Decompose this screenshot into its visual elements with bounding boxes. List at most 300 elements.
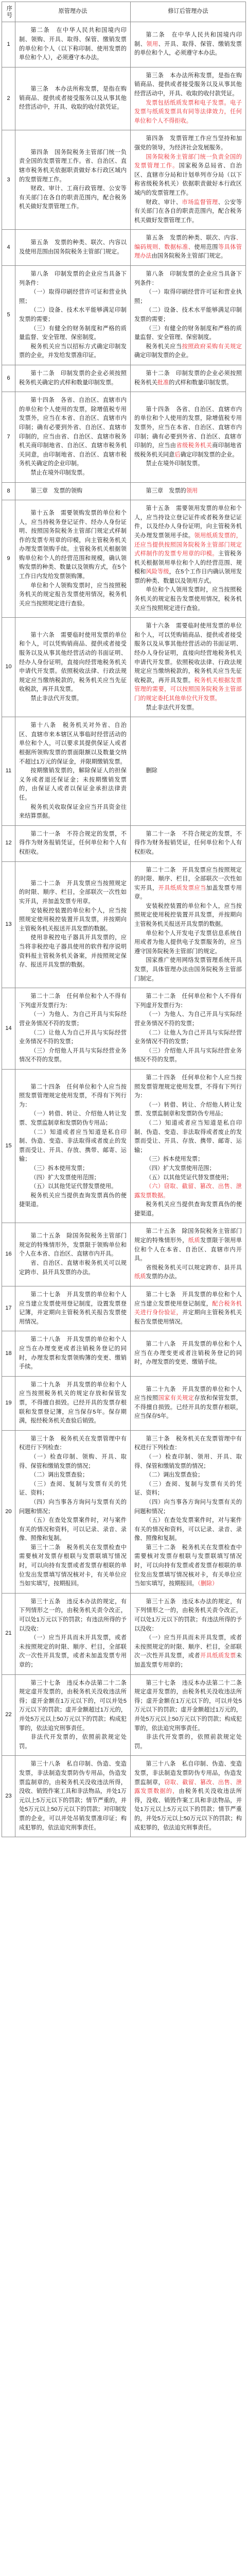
paragraph xyxy=(19,1110,127,1128)
row-number: 16 xyxy=(2,1223,15,1286)
revised-text-cell xyxy=(131,1756,246,1837)
text-segment: 第二十二条 任何单位和个人不得有下列虚开发票行为： xyxy=(134,993,242,1009)
paragraph xyxy=(19,1498,127,1516)
paragraph xyxy=(19,803,127,821)
text-segment: 财政、审计、工商行政管理、公安等有关部门在各自的职责范围内，配合税务机关做好发票管理工作。 xyxy=(19,185,127,210)
row-number: 6 xyxy=(2,365,15,392)
original-text-cell xyxy=(15,500,131,618)
text-segment: （一）为他人、为自己开具与实际经营业务情况不符的发票； xyxy=(19,1011,127,1027)
revised-highlight: 纸质 xyxy=(134,1274,146,1280)
text-segment: 安装税控装置的单位和个人，应当按照规定使用税控装置开具发票，并按期向主管税务机关报送开具发票的数据。 xyxy=(19,907,127,932)
text-segment: 删除 xyxy=(146,768,157,774)
table-row xyxy=(2,618,246,717)
paragraph xyxy=(19,1760,127,1833)
text-segment: 第十六条 需要临时使用发票的单位和个人，可以凭购销商品、提供或者接受服务以及从事其他经营活动的书面证明、经办人身份证明，直接向经营地税务机关申请代开发票。依照税收法律、行政法规规定应当缴纳税款的，税务机关应当先征收税款，再开具发票。 xyxy=(19,632,127,693)
text-segment: （二）设备、技术水平能够满足印制发票的需要； xyxy=(19,307,127,323)
paragraph xyxy=(19,1453,127,1471)
text-segment: 第三十八条 私自印制、伪造、变造发票，非法制造发票防伪专用品，伪造发票监制章的，由税务机关没收违法所得，没收、销毁作案工具和非法物品，并处1万元以上5万元以下的罚款；情节严重的，并处5万元以上50万元以下的罚款；对印制发票的企业，可以并处吊销发票准印证；构成犯罪的，依法追究刑事责任。 xyxy=(19,1761,127,1831)
text-segment: 并定期向主管税务机关报告发票使用情况。 xyxy=(134,1310,242,1325)
revised-highlight: 市场监督管理 xyxy=(182,199,218,206)
paragraph xyxy=(134,1010,242,1028)
paragraph xyxy=(19,288,127,306)
row-number: 22 xyxy=(2,1674,15,1756)
table-body xyxy=(2,22,246,1837)
paragraph xyxy=(19,1679,127,1734)
paragraph xyxy=(19,1480,127,1498)
revised-highlight: （六）窃取、截留、篡改、出售、泄露发票数据。 xyxy=(134,1183,242,1199)
revised-highlight: 开具纸质发票 xyxy=(200,1653,236,1659)
paragraph xyxy=(19,1128,127,1164)
text-segment: （一）应当开具而未开具发票，或者未按照规定的时限、顺序、栏目，全部联次一次性开具发票，或者未加盖发票专用章的； xyxy=(19,1635,127,1668)
text-segment: 使用范围 xyxy=(194,244,218,250)
paragraph xyxy=(134,1264,242,1282)
paragraph xyxy=(134,1182,242,1200)
revised-highlight: 窃取、截留、篡改、出售、泄露发票数据的， xyxy=(134,1779,242,1795)
revised-highlight: 发票包括纸质发票和电子发票。电子发票与纸质发票具有同等法律效力，任何单位和个人不得拒收。 xyxy=(134,99,242,124)
paragraph xyxy=(134,99,242,126)
revised-highlight: 纸质 xyxy=(188,1238,200,1244)
revised-text-cell xyxy=(131,1286,246,1331)
paragraph xyxy=(134,992,242,1010)
table-row xyxy=(2,22,246,67)
revised-highlight: 开具纸质发票应当 xyxy=(158,885,206,891)
paragraph xyxy=(134,325,242,343)
paragraph xyxy=(19,879,127,907)
paragraph xyxy=(19,1544,127,1589)
paragraph xyxy=(134,1453,242,1471)
text-segment: 第三条 本办法所称发票，是指在购销商品、提供或者接受服务以及从事其他经营活动中，开具、收取的收付款凭证。 xyxy=(134,72,242,97)
revised-highlight: 领用 xyxy=(186,487,198,494)
paragraph xyxy=(19,148,127,184)
text-segment: 省、自治区、直辖市税务机关可以规定跨市、县开具发票的办法。 xyxy=(19,1260,127,1276)
revised-highlight: 风险等级 xyxy=(146,569,169,575)
original-text-cell xyxy=(15,266,131,365)
text-segment: 的式样和数量印制发票。 xyxy=(169,379,233,386)
text-segment: 国家推广使用网络发票管理系统开具发票，具体管理办法由国务院税务主管部门制定。 xyxy=(134,957,242,982)
row-number: 3 xyxy=(2,130,15,230)
table-row xyxy=(2,482,246,500)
revised-text-cell xyxy=(131,22,246,67)
revised-text-cell xyxy=(131,1593,246,1674)
text-segment: 禁止非法代开发票。 xyxy=(146,704,198,711)
text-segment: 第三章 发票的 xyxy=(146,487,186,494)
original-text-cell xyxy=(15,1593,131,1674)
text-segment: 、开具、取得、保管、缴销发票的单位和个人，必须遵守本办法。 xyxy=(134,41,242,57)
text-segment: 税务机关应当提供查询发票真伪的便捷渠道。 xyxy=(134,1201,242,1217)
paragraph xyxy=(134,487,242,496)
original-text-cell xyxy=(15,130,131,230)
paragraph xyxy=(19,694,127,704)
text-segment: （一）取得印刷经营许可证和营业执照； xyxy=(19,289,127,304)
text-segment: （二）让他人为自己开具与实际经营业务情况不符的发票； xyxy=(19,1029,127,1045)
original-text-cell xyxy=(15,1376,131,1430)
text-segment: ，在5个工作日内确认领用发票的种类、数量以及领用方式。 xyxy=(134,569,242,584)
paragraph xyxy=(134,1544,242,1589)
paragraph xyxy=(134,1385,242,1421)
text-segment: 第四条 发票管理工作应当坚持和加强党的领导，为经济社会发展服务。 xyxy=(134,135,242,151)
text-segment: 确定印制发票的企业。 xyxy=(180,451,238,458)
revised-text-cell xyxy=(131,1430,246,1593)
table-row xyxy=(2,1223,246,1286)
text-segment: （三）介绍他人开具与实际经营业务情况不符的发票。 xyxy=(134,1047,242,1063)
paragraph xyxy=(19,369,127,387)
paragraph xyxy=(19,1174,127,1183)
revised-text-cell xyxy=(131,618,246,717)
paragraph xyxy=(134,198,242,226)
table-row xyxy=(2,392,246,482)
text-segment: 由税务机关没收违法所得，没收、销毁作案工具和非法物品，并处1万元以上5万元以下的罚款；情节严重的，并处5万元以上50万元以下的罚款；构成犯罪的，依法追究刑事责任。 xyxy=(134,1788,242,1831)
row-number: 21 xyxy=(2,1593,15,1674)
row-number: 4 xyxy=(2,230,15,266)
text-segment: 第二十八条 开具发票的单位和个人应当在办理变更或者注销税务登记的同时，办理发票的变更、缴销手续。 xyxy=(134,1341,242,1366)
text-segment: 禁止在境外印制发票。 xyxy=(146,461,204,467)
text-segment: 第十二条 印制发票的企业必须按照税务机关确定的式样和数量印制发票。 xyxy=(19,370,127,386)
text-segment: 发票的办法。 xyxy=(146,1274,181,1280)
text-segment: 第十五条 需要领用发票的单位和个人，应当持设立登记证件或者税务登记证件，以及经办人身份证明，向主管税务机关办理发票领用手续。 xyxy=(134,505,242,539)
paragraph xyxy=(134,767,242,776)
text-segment: 第二十二条 开具发票应当按照规定的时限、顺序、栏目，全部联次一次性如实开具， xyxy=(134,867,242,891)
table-row xyxy=(2,1756,246,1837)
text-segment: （三）有健全的财务制度和严格的质量监督、安全管理、保密制度。 xyxy=(134,325,242,341)
table-row xyxy=(2,861,246,988)
paragraph xyxy=(134,586,242,613)
row-number: 2 xyxy=(2,67,15,130)
text-segment: 非法代开发票的，依照前款规定处罚。 xyxy=(134,1734,242,1750)
text-segment: 非法代开发票的，依照前款规定处罚。 xyxy=(19,1734,127,1750)
paragraph xyxy=(19,1192,127,1210)
row-number: 19 xyxy=(2,1376,15,1430)
revised-text-cell xyxy=(131,500,246,618)
row-number: 8 xyxy=(2,482,15,500)
revised-highlight: 国务院税务主管部门统一负责全国的发票管理工作。 xyxy=(134,154,242,170)
revised-text-cell xyxy=(131,1674,246,1756)
revised-text-cell xyxy=(131,482,246,500)
original-text-cell xyxy=(15,717,131,826)
text-segment: 主管税务机关根据领用单位和个人的经营范围、规模和 xyxy=(134,551,242,575)
paragraph xyxy=(19,1259,127,1277)
text-segment: 第三条 本办法所称发票，是指在购销商品、提供或者接受服务以及从事其他经营活动中，开具、收取的收付款凭证。 xyxy=(19,86,127,111)
text-segment: （一）转借、转让、介绍他人转让发票、发票监制章和发票防伪专用品； xyxy=(19,1111,127,1126)
text-segment: 第二十二条 任何单位和个人不得有下列虚开发票行为： xyxy=(19,993,127,1009)
text-segment: 第二十八条 开具发票的单位和个人应当在办理变更或者注销税务登记的同时，办理发票和发票领购簿的变更、缴销手续。 xyxy=(19,1336,127,1370)
paragraph xyxy=(19,721,127,767)
text-segment: 第二十五条 除国务院税务主管部门规定的特殊情形外，发票限于领购单位和个人在本省、自治区、直辖市内开具。 xyxy=(19,1233,127,1258)
paragraph xyxy=(134,1760,242,1833)
original-text-cell xyxy=(15,1069,131,1223)
paragraph xyxy=(134,31,242,58)
original-text-cell xyxy=(15,861,131,988)
text-segment: 确定印制发票的企业。 xyxy=(134,352,192,359)
paragraph xyxy=(19,1598,127,1634)
paragraph xyxy=(134,1598,242,1634)
paragraph xyxy=(134,369,242,387)
paragraph xyxy=(134,1047,242,1065)
paragraph xyxy=(19,1182,127,1192)
revised-text-cell xyxy=(131,1376,246,1430)
paragraph xyxy=(134,704,242,713)
paragraph xyxy=(19,1029,127,1047)
paragraph xyxy=(134,153,242,198)
table-row xyxy=(2,1593,246,1674)
row-number: 15 xyxy=(2,1069,15,1223)
original-text-cell xyxy=(15,1286,131,1331)
text-segment: 第二十七条 开具发票的单位和个人应当建立发票使用登记制度， xyxy=(134,1292,242,1307)
paragraph xyxy=(19,469,127,478)
text-segment: 第十二条 印制发票的企业必须按照税务机关 xyxy=(134,370,242,386)
text-segment: 禁止非法代开发票。 xyxy=(30,696,83,702)
text-segment: 税务机关收取保证金应当开具资金往来结算票据。 xyxy=(19,804,127,820)
text-segment: 单位和个人领购发票时，应当按照税务机关的规定报告发票使用情况，税务机关应当按照规定进行查验。 xyxy=(19,582,127,607)
paragraph xyxy=(134,234,242,261)
text-segment: （二）调出发票查验； xyxy=(146,1472,204,1479)
text-segment: 第十八条 税务机关对外省、自治区、直辖市来本辖区从事临时经营活动的单位和个人，可以要求其提供保证人或者根据所领购发票的票面限额以及数量交纳不超过1万元的保证金，并限期缴销发票。 xyxy=(19,722,127,765)
row-number: 11 xyxy=(2,717,15,826)
text-segment: （三）查阅、复制与发票有关的凭证、资料； xyxy=(134,1481,242,1497)
table-row xyxy=(2,1674,246,1756)
text-segment: 第二十九条 开具发票的单位和个人应当按照税务机关的规定存放和保管发票，不得擅自损毁。已经开具的发票存根联和发票登记簿，应当保存5年。保存期满，报经税务机关查验后销毁。 xyxy=(19,1381,127,1425)
revised-text-cell xyxy=(131,392,246,482)
paragraph xyxy=(19,1335,127,1371)
paragraph xyxy=(19,306,127,324)
revised-highlight: 领用纸质发票的，还应当提供按照国务院税务主管部门规定式样制作的发票专用章的印模。 xyxy=(134,532,242,557)
paragraph xyxy=(134,1435,242,1453)
text-segment: 税务机关应当提供查询发票真伪的便捷渠道。 xyxy=(19,1192,127,1208)
paragraph xyxy=(134,1101,242,1119)
text-segment: 第二十二条 开具发票应当按照规定的时限、顺序、栏目，全部联次一次性如实开具，并加盖发票专用章。 xyxy=(19,880,127,905)
paragraph xyxy=(134,1733,242,1751)
text-segment: 第十四条 各省、自治区、直辖市内的单位和个人使用的发票，除增值税专用发票外，应当在本省、自治区、直辖市内印制；确有必要到外省、自治区、直辖市印制的，应当由 xyxy=(134,406,242,449)
revised-text-cell xyxy=(131,1069,246,1223)
paragraph xyxy=(19,1164,127,1174)
header-revised-rules: 修订后管理办法 xyxy=(131,2,246,22)
revised-text-cell xyxy=(131,1223,246,1286)
table-row xyxy=(2,1286,246,1331)
table-row xyxy=(2,1430,246,1593)
table-row xyxy=(2,717,246,826)
comparison-table xyxy=(2,2,246,1837)
paragraph xyxy=(134,1498,242,1516)
paragraph xyxy=(134,1174,242,1183)
paragraph xyxy=(134,288,242,306)
table-row xyxy=(2,988,246,1070)
paragraph xyxy=(134,504,242,586)
table-row xyxy=(2,230,246,266)
paragraph xyxy=(19,26,127,62)
paragraph xyxy=(19,325,127,343)
paragraph xyxy=(19,85,127,112)
original-text-cell xyxy=(15,1223,131,1286)
paragraph xyxy=(134,1074,242,1101)
paragraph xyxy=(19,992,127,1010)
paragraph xyxy=(134,1200,242,1218)
text-segment: 、公安等有关部门在各自的职责范围内，配合税务机关做好发票管理工作。 xyxy=(134,199,242,224)
text-segment: 第二条 在中华人民共和国境内印制、领购、开具、取得、保管、缴销发票的单位和个人（以下称印制、使用发票的单位和个人），必须遵守本办法。 xyxy=(19,27,127,61)
revised-text-cell xyxy=(131,365,246,392)
paragraph xyxy=(134,270,242,288)
paragraph xyxy=(19,934,127,970)
revised-highlight: 省级税务机关 xyxy=(176,443,213,449)
text-segment: 第三十五条 违反本办法的规定，有下列情形之一的，由税务机关责令改正，可以处1万元以下的罚款；有违法所得的予以没收： xyxy=(134,1598,242,1632)
paragraph xyxy=(134,1164,242,1174)
text-segment: （一）检查印制、领用、开具、取得、保管和缴销发票的情况； xyxy=(134,1453,242,1469)
revised-highlight: 配合税务机关进行身份验证， xyxy=(134,1300,242,1316)
paragraph xyxy=(134,902,242,929)
revised-highlight: 批准 xyxy=(157,379,169,386)
text-segment: 发票限于领用单位和个人在本省、自治区、直辖市内开具。 xyxy=(134,1238,242,1262)
paragraph xyxy=(134,1471,242,1480)
row-number: 20 xyxy=(2,1430,15,1593)
revised-text-cell xyxy=(131,1331,246,1376)
paragraph xyxy=(134,830,242,857)
text-segment: （二）让他人为自己开具与实际经营业务情况不符的发票； xyxy=(134,1029,242,1045)
text-segment: （一）为他人、为自己开具与实际经营业务情况不符的发票； xyxy=(134,1011,242,1027)
original-text-cell xyxy=(15,988,131,1070)
row-number: 7 xyxy=(2,392,15,482)
paragraph xyxy=(134,1634,242,1670)
table-header-row xyxy=(2,2,246,22)
table-row xyxy=(2,1376,246,1430)
original-text-cell xyxy=(15,1331,131,1376)
table-row xyxy=(2,365,246,392)
text-segment: 第三十七条 违反本办法第二十二条规定虚开发票的，由税务机关没收违法所得；虚开金额在1万元以下的，可以并处5万元以下的罚款；虚开金额超过1万元的，并处5万元以上50万元以下的罚款；构成犯罪的，依法追究刑事责任。 xyxy=(19,1680,127,1732)
revised-text-cell xyxy=(131,130,246,230)
header-serial-number: 序号 xyxy=(2,2,15,22)
paragraph xyxy=(19,1047,127,1065)
table-row xyxy=(2,67,246,130)
paragraph xyxy=(19,1381,127,1426)
text-segment: 单位和个人开发电子发票信息系统自用或者为他人提供电子发票服务的，应当遵守国务院税务主管部门的规定。 xyxy=(134,930,242,955)
paragraph xyxy=(19,184,127,212)
table-row xyxy=(2,130,246,230)
text-segment: 第十六条 需要临时使用发票的单位和个人，可以凭购销商品、提供或者接受服务以及从事其他经营活动的书面证明、经办人身份证明，直接向经营地税务机关申请代开发票。依照税收法律、行政法规规定应当缴纳税款的，税务机关应当先征收税款，再开具发票。 xyxy=(134,623,242,684)
paragraph xyxy=(19,1232,127,1259)
text-segment: 第十五条 需要领购发票的单位和个人，应当持税务登记证件、经办人身份证明、按照国务院税务主管部门规定式样制作的发票专用章的印模，向主管税务机关办理发票领购手续。主管税务机关根据领购单位和个人的经营范围和规模，确认领购发票的种类、数量以及领购方式，在5个工作日内发给发票领购簿。 xyxy=(19,510,127,580)
revised-text-cell xyxy=(131,67,246,130)
original-text-cell xyxy=(15,230,131,266)
paragraph xyxy=(19,343,127,361)
text-segment: （三）拆本使用发票； xyxy=(146,1156,204,1163)
original-text-cell xyxy=(15,365,131,392)
row-number: 23 xyxy=(2,1756,15,1837)
original-text-cell xyxy=(15,22,131,67)
paragraph xyxy=(19,270,127,288)
paragraph xyxy=(19,509,127,582)
revised-highlight: 国家有关规定 xyxy=(158,1395,195,1402)
text-segment: 财政、审计、 xyxy=(146,199,182,206)
text-segment: （二）知道或者应当知道是私自印制、伪造、变造、非法取得或者废止的发票而受让、开具、存放、携带、邮寄、运输； xyxy=(19,1129,127,1163)
text-segment: 第三十条 税务机关在发票管理中有权进行下列检查： xyxy=(134,1435,242,1451)
paragraph xyxy=(19,1516,127,1544)
text-segment: （四）扩大发票使用范围； xyxy=(30,1174,100,1181)
paragraph xyxy=(134,1155,242,1164)
paragraph xyxy=(134,929,242,957)
text-segment: （一）转借、转让、介绍他人转让发票、发票监制章和发票防伪专用品； xyxy=(134,1101,242,1117)
text-segment: （三）拆本使用发票； xyxy=(30,1165,89,1172)
paragraph xyxy=(134,1291,242,1327)
paragraph xyxy=(19,907,127,934)
text-segment: （二）设备、技术水平能够满足印制发票的需要； xyxy=(134,307,242,323)
paragraph xyxy=(19,239,127,257)
row-number: 18 xyxy=(2,1331,15,1376)
text-segment: （三）查阅、复制与发票有关的凭证、资料； xyxy=(19,1481,127,1497)
text-segment: 第三十二条 税务机关在发票检查中需要核对发票存根联与发票联填写情况时，可以向持有发票或者发票存根联的单位发出发票填写情况核对卡，有关单位应当如实填写，按期报回。 xyxy=(19,1544,127,1587)
paragraph xyxy=(134,1029,242,1047)
text-segment: 国家税务总局省、自治区、直辖市分局和计划单列市分局（以下称省级税务机关）依据职责做好本行政区域内的发票管理工作。 xyxy=(134,163,242,196)
row-number: 12 xyxy=(2,825,15,861)
paragraph xyxy=(19,1634,127,1670)
revised-text-cell xyxy=(131,861,246,988)
text-segment: （五）在查处发票案件时，对与案件有关的情况和资料，可以记录、录音、录像、照像和复制。 xyxy=(134,1517,242,1542)
paragraph xyxy=(134,1119,242,1155)
paragraph xyxy=(134,134,242,152)
paragraph xyxy=(19,1471,127,1480)
revised-highlight: 等具体管理办法 xyxy=(134,244,242,260)
original-text-cell xyxy=(15,1674,131,1756)
revised-text-cell xyxy=(131,266,246,365)
paragraph xyxy=(134,1340,242,1367)
text-segment: （三）有健全的财务制度和严格的质量监督、安全管理、保密制度。 xyxy=(19,325,127,341)
row-number: 14 xyxy=(2,988,15,1070)
paragraph xyxy=(134,343,242,361)
original-text-cell xyxy=(15,618,131,717)
revised-text-cell xyxy=(131,717,246,826)
text-segment: 第三十五条 违反本办法的规定，有下列情形之一的，由税务机关责令改正，可以处1万元以下的罚款；有违法所得的予以没收： xyxy=(19,1598,127,1632)
paragraph xyxy=(134,306,242,324)
paragraph xyxy=(134,866,242,902)
text-segment: 第二十九条 开具发票的单位和个人应当按照 xyxy=(134,1386,242,1402)
text-segment: 第三十八条 私自印制、伪造、变造发票，非法制造发票防伪专用品，伪造发票监制章， xyxy=(134,1761,242,1786)
original-text-cell xyxy=(15,67,131,130)
text-segment: （二）知道或者应当知道是私自印制、伪造、变造、非法取得或者废止的发票而受让、开具、存放、携带、邮寄、运输； xyxy=(134,1120,242,1154)
text-segment: （三）介绍他人开具与实际经营业务情况不符的发票。 xyxy=(19,1047,127,1063)
text-segment: 由国务院税务主管部门规定。 xyxy=(151,253,227,260)
row-number: 5 xyxy=(2,266,15,365)
text-segment: （二）调出发票查验； xyxy=(30,1472,89,1479)
paragraph xyxy=(19,396,127,469)
paragraph xyxy=(19,830,127,857)
paragraph xyxy=(19,582,127,609)
text-segment: 第十四条 各省、自治区、直辖市内的单位和个人使用的发票，除增值税专用发票外，应当在本省、自治区、直辖市内印制；确有必要到外省、自治区、直辖市印制的，应当由省、自治区、直辖市税务机关商印制地省、自治区、直辖市税务机关同意，由印制地省、自治区、直辖市税务机关确定的企业印制。 xyxy=(19,397,127,467)
original-text-cell xyxy=(15,1756,131,1837)
revised-highlight: 后 xyxy=(174,451,181,458)
text-segment: 第二十七条 开具发票的单位和个人应当建立发票使用登记制度，设置发票登记簿，并定期向主管税务机关报告发票使用情况。 xyxy=(19,1292,127,1325)
revised-highlight: （删除） xyxy=(198,1581,218,1587)
row-number: 1 xyxy=(2,22,15,67)
text-segment: 第三十七条 违反本办法第二十二条规定虚开发票的，由税务机关没收违法所得；虚开金额在1万元以下的，可以并处5万元以下的罚款；虚开金额超过1万元的，并处5万元以上50万元以下的罚款；构成犯罪的，依法追究刑事责任。 xyxy=(134,1680,242,1732)
text-segment: 禁止在境外印制发票。 xyxy=(30,469,89,476)
text-segment: （一）取得印刷经营许可证和营业执照； xyxy=(134,289,242,304)
text-segment: 安装税控装置的单位和个人，应当按照规定使用税控装置开具发票，并按期向主管税务机关报送开具发票的数据。 xyxy=(134,903,242,928)
text-segment: 单位和个人领用发票时，应当按照税务机关的规定报告发票使用情况，税务机关应当按照规定进行查验。 xyxy=(134,587,242,612)
table-row xyxy=(2,500,246,618)
original-text-cell xyxy=(15,482,131,500)
paragraph xyxy=(134,956,242,984)
paragraph xyxy=(134,405,242,460)
text-segment: 税务机关应当 xyxy=(146,343,182,350)
revised-highlight: 税务机关根据发票管理的需要，可以按照国务院税务主管部门的规定委托其他单位代开发票。 xyxy=(134,677,242,702)
text-segment: （五）以其他凭证代替发票使用。 xyxy=(30,1183,117,1190)
text-segment: 存放和保管发票，不得擅自损毁。已经开具的发票存根联，应当保存5年。 xyxy=(134,1395,242,1420)
text-segment: 商印制地省级税务机关同意 xyxy=(134,443,242,458)
revised-highlight: 按照政府采购有关规定 xyxy=(182,343,242,350)
paragraph xyxy=(134,1480,242,1498)
text-segment: （四）向当事各方询问与发票有关的问题和情况； xyxy=(134,1499,242,1515)
row-number: 9 xyxy=(2,500,15,618)
original-text-cell xyxy=(15,825,131,861)
text-segment: 加盖发票专用章。 xyxy=(134,885,242,901)
revised-highlight: 领用 xyxy=(146,41,158,47)
text-segment: 第四条 国务院税务主管部门统一负责全国的发票管理工作。省、自治区、直辖市税务机关依据职责做好本行政区域内的发票管理工作。 xyxy=(19,149,127,183)
